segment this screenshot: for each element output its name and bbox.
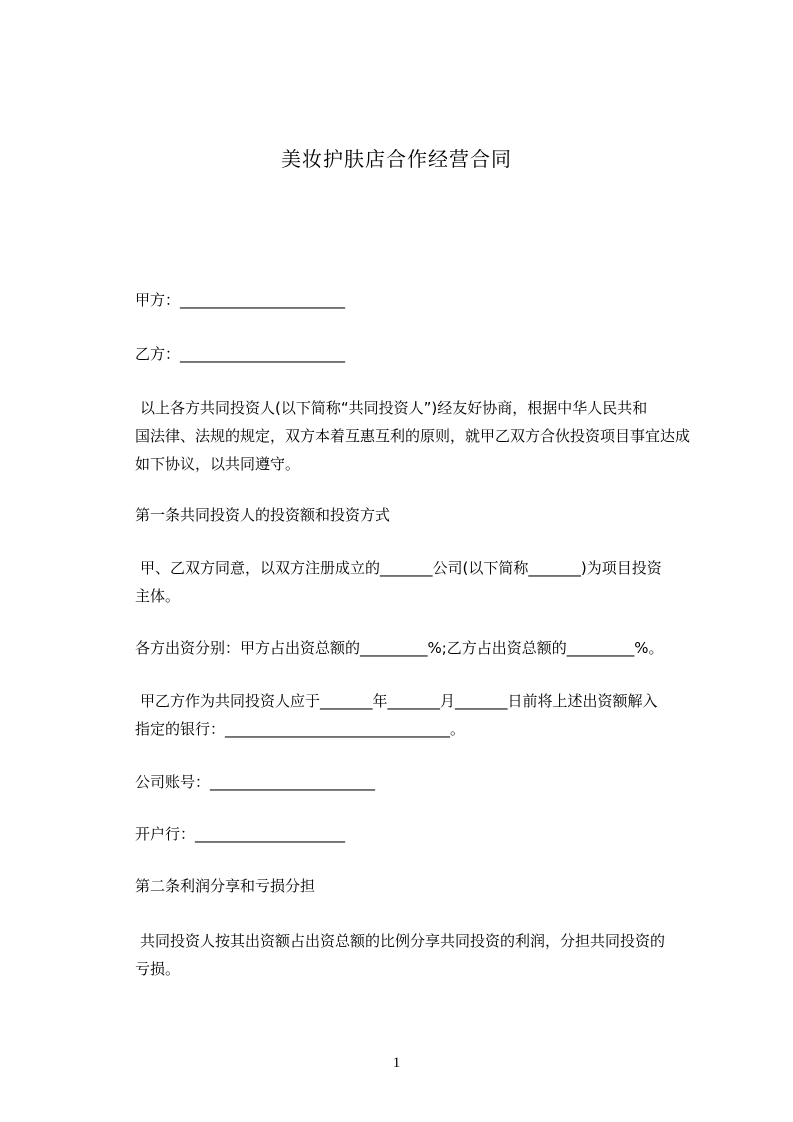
article-1-heading: 第一条共同投资人的投资额和投资方式 — [135, 506, 391, 524]
bank-line: 开户行：____________________ — [135, 825, 346, 843]
article-1-para-3-line-2: 指定的银行：______________________________。 — [135, 720, 466, 738]
article-2-para-1-line-2: 亏损。 — [135, 960, 181, 978]
article-1-para-1-line-2: 主体。 — [135, 587, 181, 605]
article-1-para-3-line-1: 甲乙方作为共同投资人应于_______年_______月_______日前将上述出资额解入 — [140, 692, 658, 710]
article-2-para-1-line-1: 共同投资人按其出资额占出资总额的比例分享共同投资的利润，分担共同投资的 — [140, 932, 666, 950]
party-a-line: 甲方：______________________ — [135, 291, 346, 309]
company-account-line: 公司账号：______________________ — [135, 773, 376, 791]
party-b-line: 乙方：______________________ — [135, 345, 346, 363]
page-number: 1 — [392, 1055, 401, 1071]
article-1-para-1-line-1: 甲、乙双方同意，以双方注册成立的_______公司(以下简称_______)为项目投资 — [140, 559, 662, 577]
intro-line-1: 以上各方共同投资人(以下简称“共同投资人”)经友好协商，根据中华人民共和 — [140, 399, 648, 417]
intro-line-3: 如下协议，以共同遵守。 — [135, 455, 301, 473]
article-1-para-2: 各方出资分别：甲方占出资总额的_________%;乙方占出资总额的_________%。 — [135, 639, 664, 657]
document-title: 美妆护肤店合作经营合同 — [281, 147, 512, 171]
intro-line-2: 国法律、法规的规定，双方本着互惠互利的原则，就甲乙双方合伙投资项目事宜达成 — [135, 427, 691, 445]
article-2-heading: 第二条利润分享和亏损分担 — [135, 877, 316, 895]
